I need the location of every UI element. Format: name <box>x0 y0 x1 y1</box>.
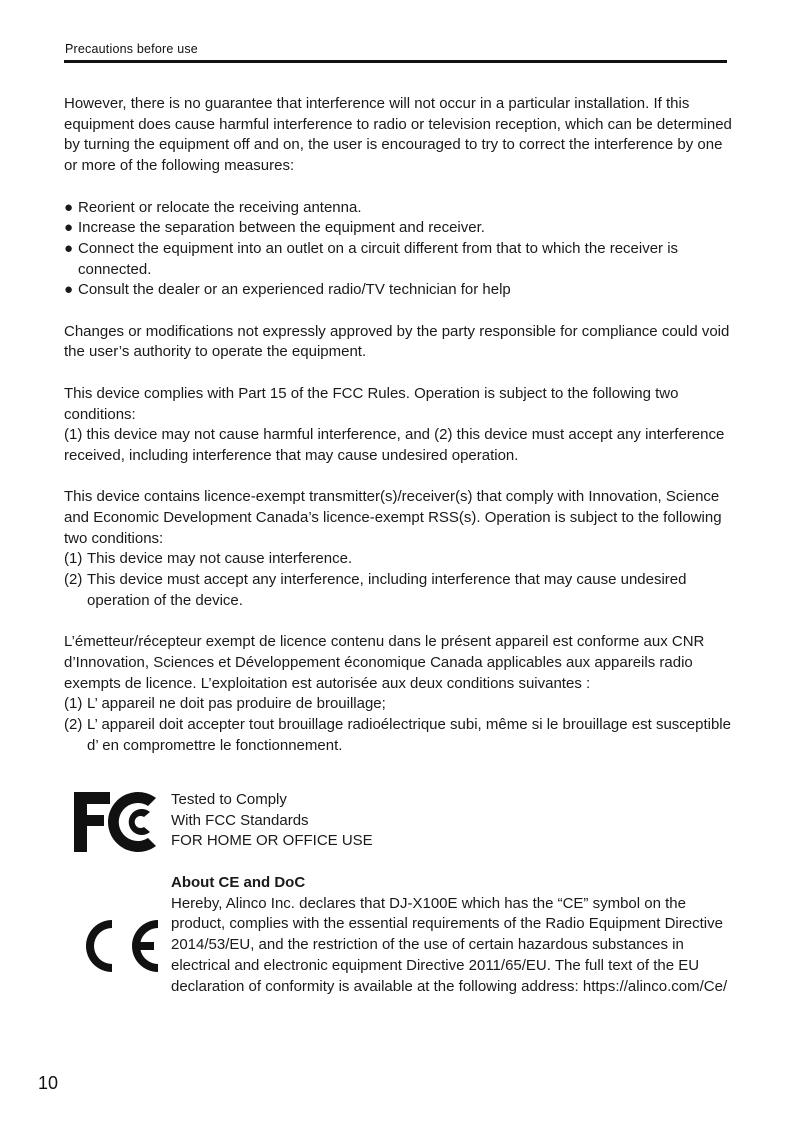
ised-en-intro: This device contains licence-exempt transmitter(s)/receiver(s) that comply with Innovation, Science and Economic Development Canada’s licence-exempt RSS(s). Operation is subject to the following two conditions: <box>64 488 722 547</box>
fcc-line: FOR HOME OR OFFICE USE <box>171 832 373 850</box>
list-item: ● Increase the separation between the equipment and receiver. <box>64 218 732 239</box>
ised-fr-intro: L’émetteur/récepteur exempt de licence contenu dans le présent appareil est conforme aux CNR d’Innovation, Sciences et Développement économique Canada applicables aux appareils radio exempts de licence. L’exploitation est autorisée aux deux conditions suivantes : <box>64 633 705 692</box>
ised-fr-conditions <box>64 694 732 756</box>
list-item: (2) L’ appareil doit accepter tout brouillage radioélectrique subi, même si le brouillage est susceptible d’ en compromettre le fonctionnement. <box>64 716 731 754</box>
list-item: (2) This device must accept any interference, including interference that may cause undesired operation of the device. <box>64 571 687 609</box>
list-item: ● Reorient or relocate the receiving antenna. <box>64 198 732 219</box>
measures-list <box>64 198 732 302</box>
ised-en-conditions <box>64 549 732 611</box>
ce-body: Hereby, Alinco Inc. declares that DJ-X100E which has the “CE” symbol on the product, complies with the essential requirements of the Radio Equipment Directive 2014/53/EU, and the restriction of the use of certain hazardous substances in electrical and electronic equipment Directive 2011/65/EU. The full text of the EU declaration of conformity is available at the following address: https://alinco.com/Ce/ <box>171 894 728 995</box>
ce-mark-icon <box>76 916 162 976</box>
bullet-icon: ● <box>64 281 74 299</box>
ce-title: About CE and DoC <box>171 874 306 891</box>
bullet-icon: ● <box>64 198 74 216</box>
modifications-notice: Changes or modifications not expressly approved by the party responsible for compliance could void the user’s authority to operate the equipment. <box>64 322 730 361</box>
main-content <box>64 94 732 756</box>
interference-intro: However, there is no guarantee that interference will not occur in a particular installation. If this equipment does cause harmful interference to radio or television reception, which can be determined by turning the equipment off and on, the user is encouraged to try to correct the interference by one or more of the following measures: <box>64 95 732 175</box>
list-item: ● Consult the dealer or an experienced radio/TV technician for help <box>64 280 732 301</box>
fcc-part15-conditions: (1) this device may not cause harmful interference, and (2) this device must accept any interference received, including interference that may cause undesired operation. <box>64 426 725 464</box>
header-divider <box>64 60 727 63</box>
list-item: (1) This device may not cause interference. <box>64 550 353 568</box>
bullet-icon: ● <box>64 219 74 237</box>
fcc-line: With FCC Standards <box>171 811 309 829</box>
fcc-logo-icon <box>72 790 162 854</box>
fcc-line: Tested to Comply <box>171 791 287 808</box>
fcc-part15-intro: This device complies with Part 15 of the FCC Rules. Operation is subject to the following two conditions: <box>64 384 679 423</box>
ce-statement <box>171 873 731 997</box>
list-item: (1) L’ appareil ne doit pas produire de brouillage; <box>64 695 386 713</box>
fcc-statement <box>171 790 373 852</box>
list-item: ● Connect the equipment into an outlet on a circuit different from that to which the receiver is connected. <box>64 239 679 278</box>
page-number: 10 <box>38 1073 59 1093</box>
bullet-icon: ● <box>64 239 74 257</box>
page-header-title: Precautions before use <box>65 42 198 56</box>
